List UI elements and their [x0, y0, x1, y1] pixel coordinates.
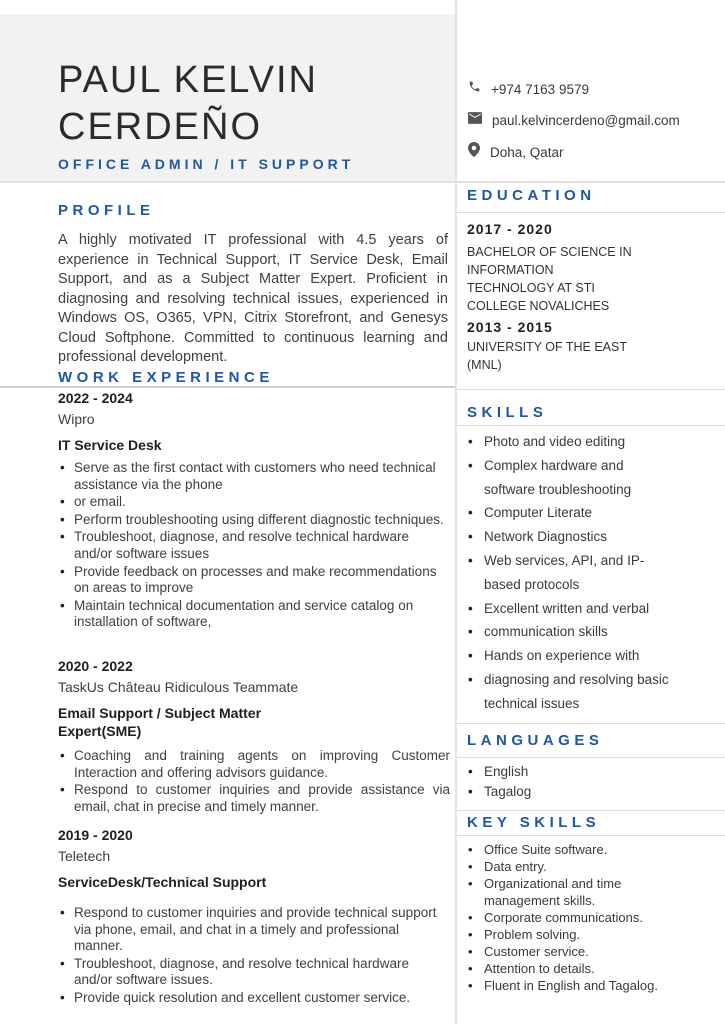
- skill-item: • Hands on experience with: [468, 644, 675, 668]
- job-bullet: • Troubleshoot, diagnose, and resolve technical hardware and/or software issues: [58, 529, 450, 562]
- education-entry: [467, 319, 667, 374]
- header-bottom-divider: [0, 181, 725, 183]
- key-skills-top-divider: [457, 810, 725, 811]
- key-skill-item: • Customer service.: [468, 943, 665, 960]
- job-company: Wipro: [58, 411, 95, 427]
- job-role: Email Support / Subject Matter Expert(SME): [58, 705, 262, 739]
- job-bullet: • Maintain technical documentation and service catalog on installation of software,: [58, 598, 450, 631]
- person-name: PAUL KELVIN CERDEÑO: [58, 59, 318, 148]
- job-bullet: • Provide feedback on processes and make recommendations on areas to improve: [58, 564, 450, 597]
- job-bullet: • Respond to customer inquiries and provide technical support via phone, email, and chat in a timely and professional manner.: [58, 905, 450, 955]
- languages-list: [468, 762, 668, 802]
- phone-number: +974 7163 9579: [491, 81, 589, 97]
- contact-phone-row: [468, 80, 718, 98]
- job-role: IT Service Desk: [58, 437, 162, 453]
- languages-heading-divider: [457, 757, 725, 758]
- job-company: Teletech: [58, 848, 111, 864]
- education-school-line: UNIVERSITY OF THE EAST: [467, 340, 627, 354]
- person-job-title: OFFICE ADMIN / IT SUPPORT: [58, 156, 355, 172]
- key-skill-item: • Corporate communications.: [468, 909, 665, 926]
- job-dates: 2022 - 2024: [58, 390, 133, 406]
- key-skills-heading-divider: [457, 835, 725, 836]
- email-address: paul.kelvincerdeno@gmail.com: [492, 112, 680, 128]
- skills-list: [468, 430, 675, 716]
- key-skills-heading: KEY SKILLS: [467, 814, 601, 831]
- column-divider: [455, 0, 457, 1024]
- education-school: [467, 338, 667, 374]
- job-dates: 2019 - 2020: [58, 827, 133, 843]
- education-school-line: (MNL): [467, 358, 502, 372]
- profile-heading: PROFILE: [58, 202, 155, 219]
- key-skill-item: • Problem solving.: [468, 926, 665, 943]
- contact-email-row: [468, 111, 718, 129]
- skills-heading: SKILLS: [467, 404, 548, 421]
- job-role: ServiceDesk/Technical Support: [58, 874, 267, 890]
- education-school-line: BACHELOR OF SCIENCE IN: [467, 245, 632, 259]
- key-skill-item: • Data entry.: [468, 858, 665, 875]
- job-company: TaskUs Château Ridiculous Teammate: [58, 679, 299, 695]
- job-bullet-list: [58, 905, 450, 1007]
- job-entry-teletech: [58, 827, 450, 1008]
- education-heading: EDUCATION: [467, 187, 596, 204]
- job-dates: 2020 - 2022: [58, 658, 133, 674]
- education-entry: [467, 221, 667, 315]
- job-bullet: • Provide quick resolution and excellent customer service.: [58, 990, 450, 1007]
- key-skills-list: [468, 841, 665, 994]
- language-item: • Tagalog: [468, 782, 668, 802]
- education-school-line: COLLEGE NOVALICHES: [467, 299, 610, 313]
- key-skill-item: • Attention to details.: [468, 960, 665, 977]
- languages-top-divider: [457, 723, 725, 724]
- skill-item: • Complex hardware and software troubleshooting: [468, 454, 675, 502]
- skill-item: • Network Diagnostics: [468, 525, 675, 549]
- job-bullet: • Troubleshoot, diagnose, and resolve technical hardware and/or software issues.: [58, 956, 450, 989]
- location-text: Doha, Qatar: [490, 144, 564, 160]
- work-experience-divider: [0, 386, 455, 388]
- education-dates: 2013 - 2015: [467, 319, 553, 335]
- skill-item: • Photo and video editing: [468, 430, 675, 454]
- skill-item: • Computer Literate: [468, 501, 675, 525]
- skill-item: • communication skills: [468, 620, 675, 644]
- location-pin-icon: [468, 142, 480, 162]
- key-skill-item: • Organizational and time management skills.: [468, 875, 665, 909]
- education-heading-divider: [457, 212, 725, 213]
- education-school: [467, 243, 667, 315]
- key-skill-item: • Office Suite software.: [468, 841, 665, 858]
- job-entry-taskus: [58, 658, 450, 816]
- education-school-line: TECHNOLOGY AT STI: [467, 281, 595, 295]
- skill-item: • diagnosing and resolving basic technical issues: [468, 668, 675, 716]
- envelope-icon: [468, 111, 482, 129]
- skill-item: • Excellent written and verbal: [468, 597, 675, 621]
- education-dates: 2017 - 2020: [467, 221, 553, 237]
- skill-item: • Web services, API, and IP-based protocols: [468, 549, 675, 597]
- job-bullet: • Respond to customer inquiries and provide assistance via email, chat in precise and timely manner.: [58, 782, 450, 815]
- job-bullet: • Coaching and training agents on improving Customer Interaction and offering advisors guidance.: [58, 748, 450, 781]
- job-entry-wipro: [58, 390, 450, 632]
- education-school-line: INFORMATION: [467, 263, 554, 277]
- job-bullet: • Serve as the first contact with customers who need technical assistance via the phone: [58, 460, 450, 493]
- contact-block: [468, 80, 718, 175]
- work-experience-heading: WORK EXPERIENCE: [58, 369, 274, 386]
- job-bullet-list: [58, 460, 450, 631]
- skills-heading-divider: [457, 425, 725, 426]
- language-item: • English: [468, 762, 668, 782]
- contact-location-row: [468, 142, 718, 162]
- job-bullet: • Perform troubleshooting using different diagnostic techniques.: [58, 512, 450, 529]
- profile-paragraph: A highly motivated IT professional with 4.5 years of experience in Technical Support, IT Service Desk, Email Support, and as a Subject Matter Expert. Proficient in diagnosing and resolving technical issues, experienced in Windows OS, O365, VPN, Citrix Storefront, and Genesys Cloud Softphone. Committed to continuous learning and professional development.: [58, 232, 448, 365]
- languages-heading: LANGUAGES: [467, 732, 604, 749]
- skills-top-divider: [457, 389, 725, 390]
- job-bullet-list: [58, 748, 450, 815]
- key-skill-item: • Fluent in English and Tagalog.: [468, 977, 665, 994]
- job-bullet: • or email.: [58, 494, 450, 511]
- phone-icon: [468, 80, 481, 98]
